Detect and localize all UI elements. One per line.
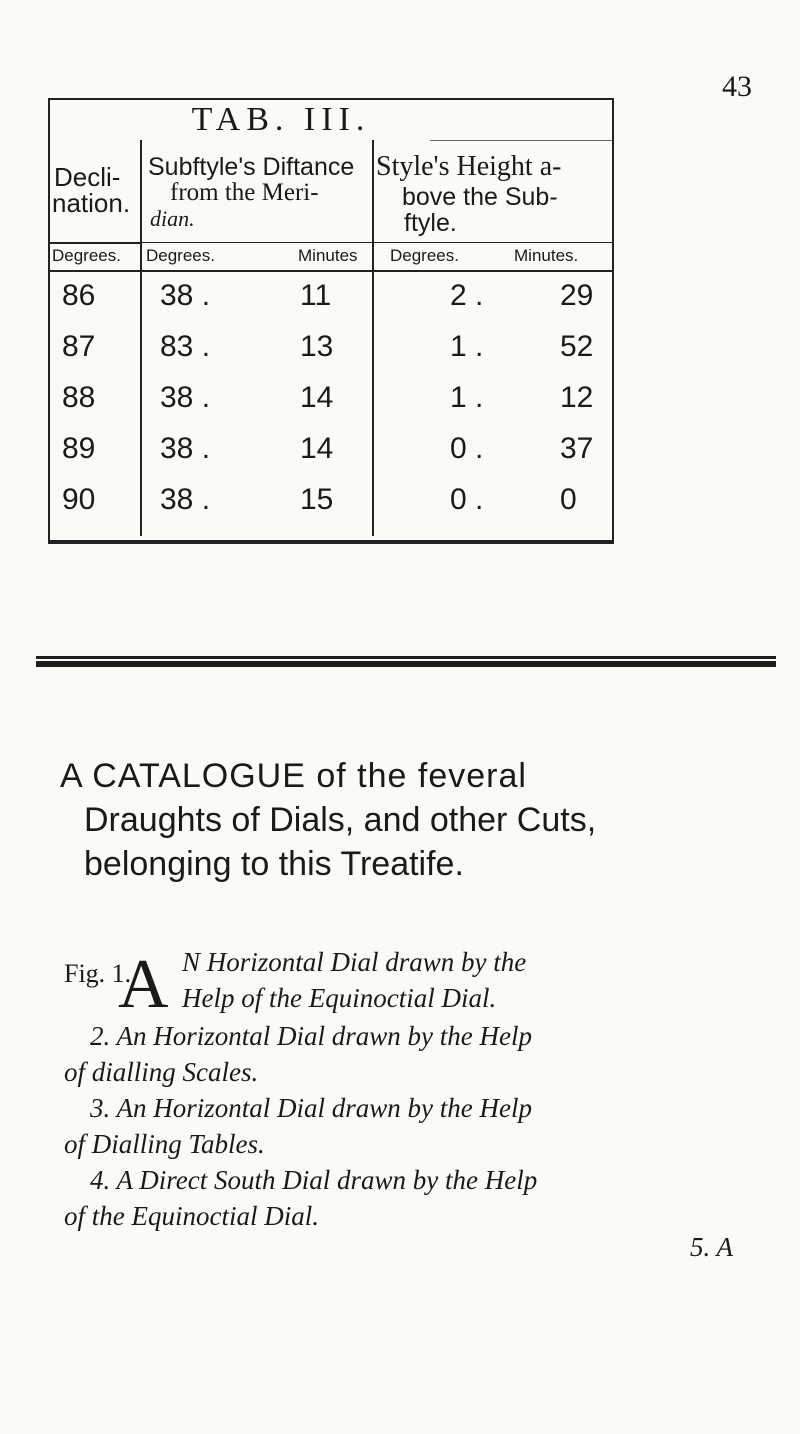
entry-line: Help of the Equinoctial Dial. [182, 983, 497, 1013]
declination-table [48, 98, 614, 544]
unit-sub-degrees: Degrees. [146, 246, 215, 265]
header-rule [374, 242, 612, 243]
header-style-line3: ftyle. [404, 209, 457, 237]
cell-decl: 88 [62, 381, 96, 414]
cell-style-deg: 1 . [450, 330, 484, 363]
header-style-line2: bove the Sub- [402, 183, 558, 211]
dropcap-letter: A [118, 946, 169, 1023]
unit-style-minutes: Minutes. [514, 246, 579, 265]
cell-style-min: 12 [560, 381, 594, 414]
unit-sub-minutes: Minutes [298, 246, 358, 265]
entry-line: 2. An Horizontal Dial drawn by the Help [90, 1021, 532, 1051]
header-subtile-line2-text: from the Meri- [170, 179, 319, 206]
cell-decl: 86 [62, 279, 96, 312]
cell-decl: 89 [62, 432, 96, 465]
cell-sub-deg: 83 . [160, 330, 211, 363]
cell-sub-deg: 38 . [160, 381, 211, 414]
cell-decl: 87 [62, 330, 96, 363]
section-rule-bottom [36, 661, 776, 667]
entry-line: of dialling Scales. [64, 1057, 259, 1087]
entry-line: of the Equinoctial Dial. [64, 1201, 319, 1231]
cell-style-deg: 0 . [450, 432, 484, 465]
cell-style-min: 29 [560, 279, 594, 312]
section-rule-top [36, 656, 776, 659]
unit-declination: Degrees. [52, 246, 121, 265]
header-rule [142, 242, 372, 243]
header-declination-line2: nation. [52, 188, 131, 218]
cell-sub-deg: 38 . [160, 279, 211, 312]
entry-line: 4. A Direct South Dial drawn by the Help [90, 1165, 538, 1195]
column-divider [372, 140, 374, 536]
cell-style-deg: 0 . [450, 483, 484, 516]
unit-style-degrees: Degrees. [390, 246, 459, 265]
cell-style-min: 0 [560, 483, 577, 516]
cell-sub-deg: 38 . [160, 432, 211, 465]
cell-decl: 90 [62, 483, 96, 516]
header-rule [50, 242, 140, 244]
cell-style-deg: 2 . [450, 279, 484, 312]
catchword: 5. A [690, 1232, 734, 1262]
cell-sub-min: 14 [300, 432, 334, 465]
entry-line: of Dialling Tables. [64, 1129, 265, 1159]
cell-sub-deg: 38 . [160, 483, 211, 516]
cell-sub-min: 11 [300, 279, 332, 312]
catalogue-heading-line2: Draughts of Dials, and other Cuts, [84, 801, 597, 839]
entry-line: 3. An Horizontal Dial drawn by the Help [90, 1093, 532, 1123]
title-rule [430, 140, 612, 141]
header-subtile-line1: Subftyle's Diftance [148, 153, 355, 181]
header-subtile-line2 [170, 180, 319, 206]
cell-style-min: 37 [560, 432, 594, 465]
header-style-line1: Style's Height a- [376, 151, 562, 182]
unit-rule [50, 270, 612, 272]
cell-sub-min: 14 [300, 381, 334, 414]
entry-line: N Horizontal Dial drawn by the [182, 947, 527, 977]
cell-sub-min: 15 [300, 483, 334, 516]
catalogue-heading-line1: A CATALOGUE of the feveral [60, 757, 527, 795]
page-number: 43 [722, 70, 752, 103]
catalogue-heading-line3: belonging to this Treatife. [84, 845, 464, 883]
cell-style-min: 52 [560, 330, 594, 363]
fig-label: Fig. 1. [64, 959, 132, 988]
cell-style-deg: 1 . [450, 381, 484, 414]
column-divider [140, 140, 142, 536]
cell-sub-min: 13 [300, 330, 334, 363]
table-title: TAB. III. [191, 101, 371, 138]
header-subtile-line3: dian. [150, 206, 195, 231]
header-declination-line1: Decli- [54, 162, 121, 192]
